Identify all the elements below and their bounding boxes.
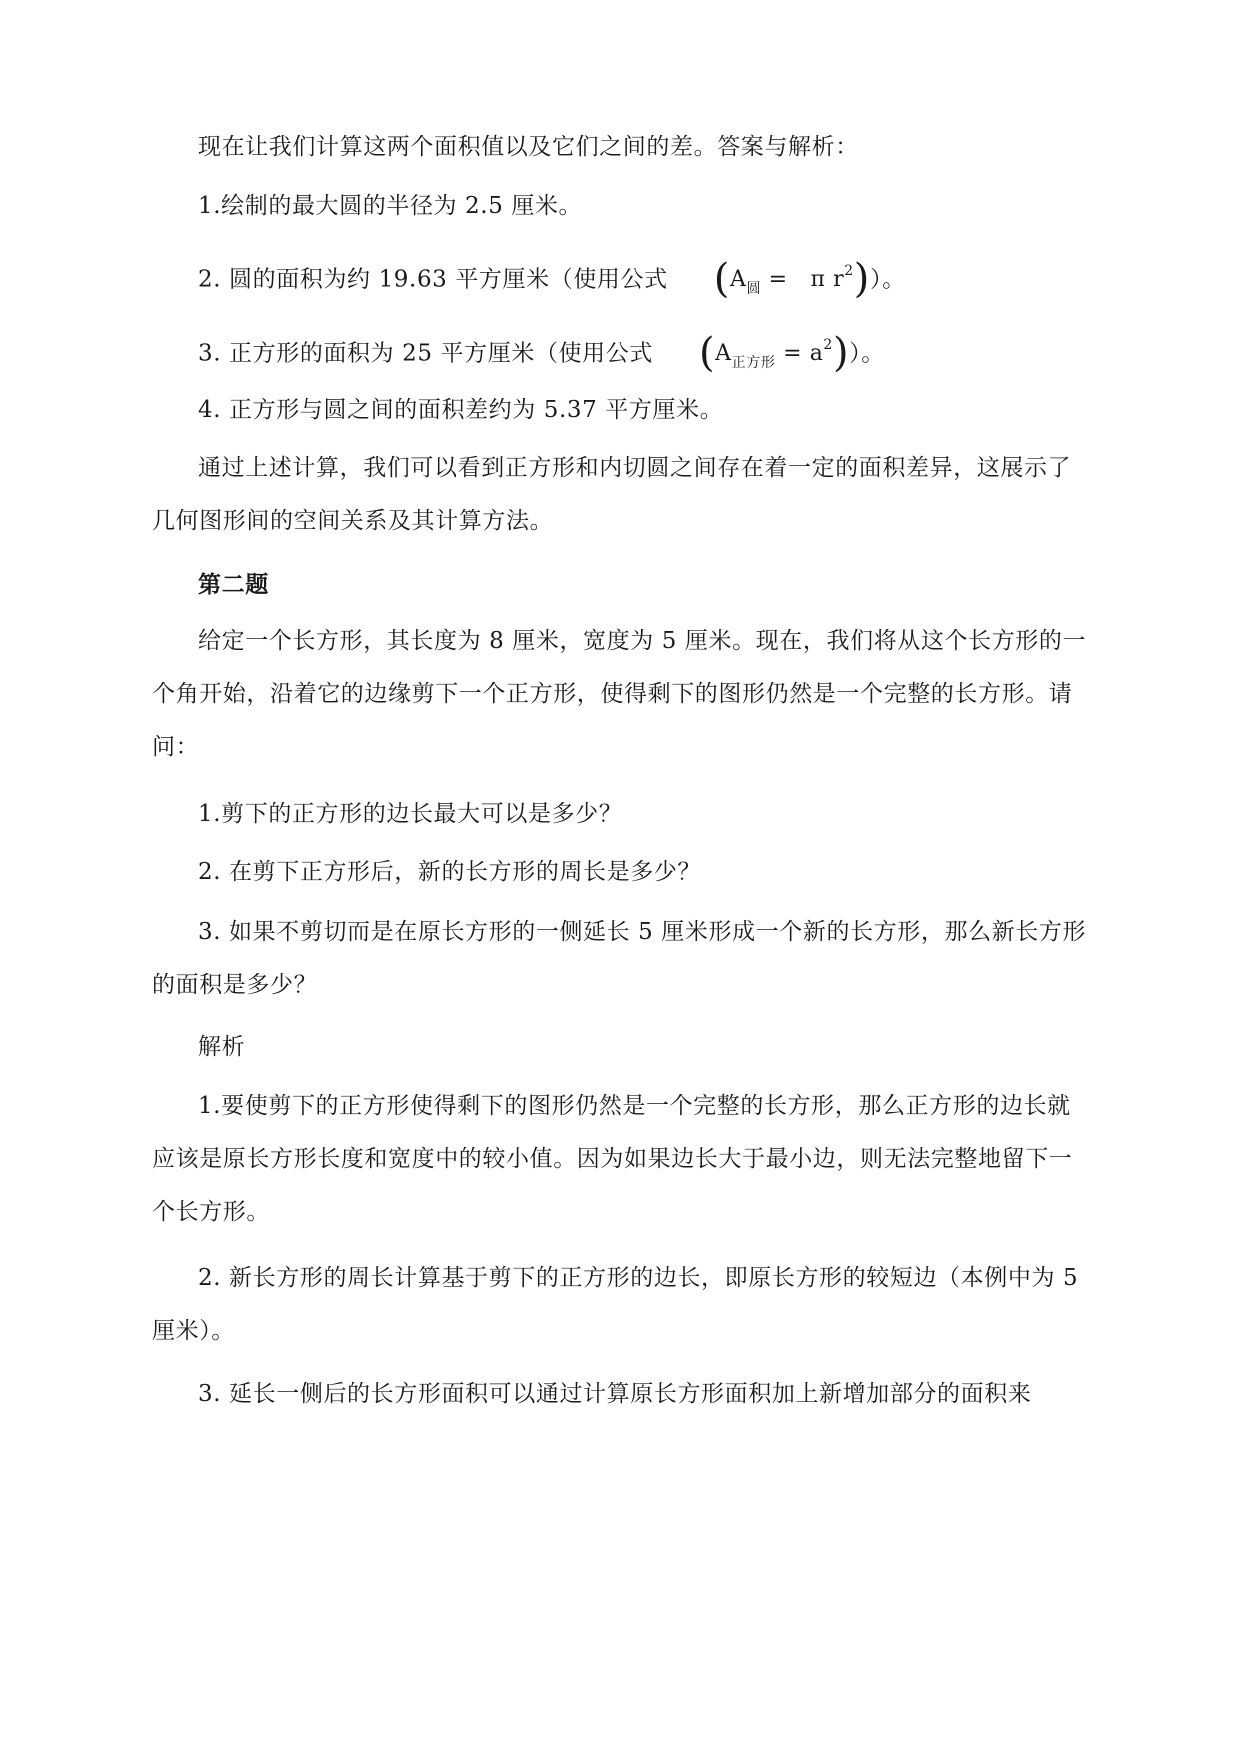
paragraph-summary: 通过上述计算，我们可以看到正方形和内切圆之间存在着一定的面积差异，这展示了几何图形间的空间关系及其计算方法。: [152, 455, 1072, 534]
formula-expression: = a: [775, 341, 824, 366]
analysis-title: 解析: [198, 1034, 246, 1060]
formula-expression: = π r: [761, 267, 845, 292]
formula-variable: A: [729, 267, 747, 292]
formula-close-paren: ): [853, 256, 870, 302]
answer-item-3-suffix: ）。: [849, 340, 885, 367]
answer-item-3: [152, 319, 1092, 390]
formula-superscript: 2: [823, 337, 833, 353]
solution-item-3: 3. 延长一侧后的长方形面积可以通过计算原长方形面积加上新增加部分的面积来: [198, 1381, 1032, 1407]
square-area-formula: [653, 319, 849, 390]
answer-item-3-text: 3. 正方形的面积为 25 平方厘米（使用公式: [198, 340, 653, 367]
formula-superscript: 2: [844, 263, 854, 279]
answer-item-4: 4. 正方形与圆之间的面积差约为 5.37 平方厘米。: [198, 397, 724, 423]
solution-item-2: 2. 新长方形的周长计算基于剪下的正方形的边长，即原长方形的较短边（本例中为 5 厘米）。: [152, 1265, 1079, 1344]
question-2-statement: 给定一个长方形，其长度为 8 厘米，宽度为 5 厘米。现在，我们将从这个长方形的一个角开始，沿着它的边缘剪下一个正方形，使得剩下的图形仍然是一个完整的长方形。请问：: [152, 628, 1087, 760]
formula-subscript: 正方形: [731, 355, 776, 371]
answer-item-2-text: 2. 圆的面积为约 19.63 平方厘米（使用公式: [198, 266, 668, 293]
section-heading-question-2: 第二题: [198, 571, 269, 598]
solution-item-1: 1.要使剪下的正方形使得剩下的图形仍然是一个完整的长方形，那么正方形的边长就应该是原长方形长度和宽度中的较小值。因为如果边长大于最小边，则无法完整地留下一个长方形。: [152, 1093, 1073, 1225]
answer-item-1: 1.绘制的最大圆的半径为 2.5 厘米。: [198, 193, 583, 219]
question-2-item-3: 3. 如果不剪切而是在原长方形的一侧延长 5 厘米形成一个新的长方形，那么新长方形的面积是多少？: [152, 919, 1087, 998]
question-2-item-2: 2. 在剪下正方形后，新的长方形的周长是多少？: [198, 859, 702, 885]
paragraph-intro: 现在让我们计算这两个面积值以及它们之间的差。答案与解析：: [198, 134, 859, 160]
formula-variable: A: [715, 341, 732, 366]
formula-subscript: 圆: [746, 281, 762, 297]
formula-close-paren: ): [832, 330, 850, 376]
answer-item-2: [152, 245, 1092, 316]
circle-area-formula: [668, 245, 870, 316]
formula-open-paren: (: [698, 330, 716, 376]
formula-open-paren: (: [713, 256, 730, 302]
answer-item-2-suffix: ）。: [869, 266, 906, 293]
question-2-item-1: 1.剪下的正方形的边长最大可以是多少？: [198, 801, 623, 827]
